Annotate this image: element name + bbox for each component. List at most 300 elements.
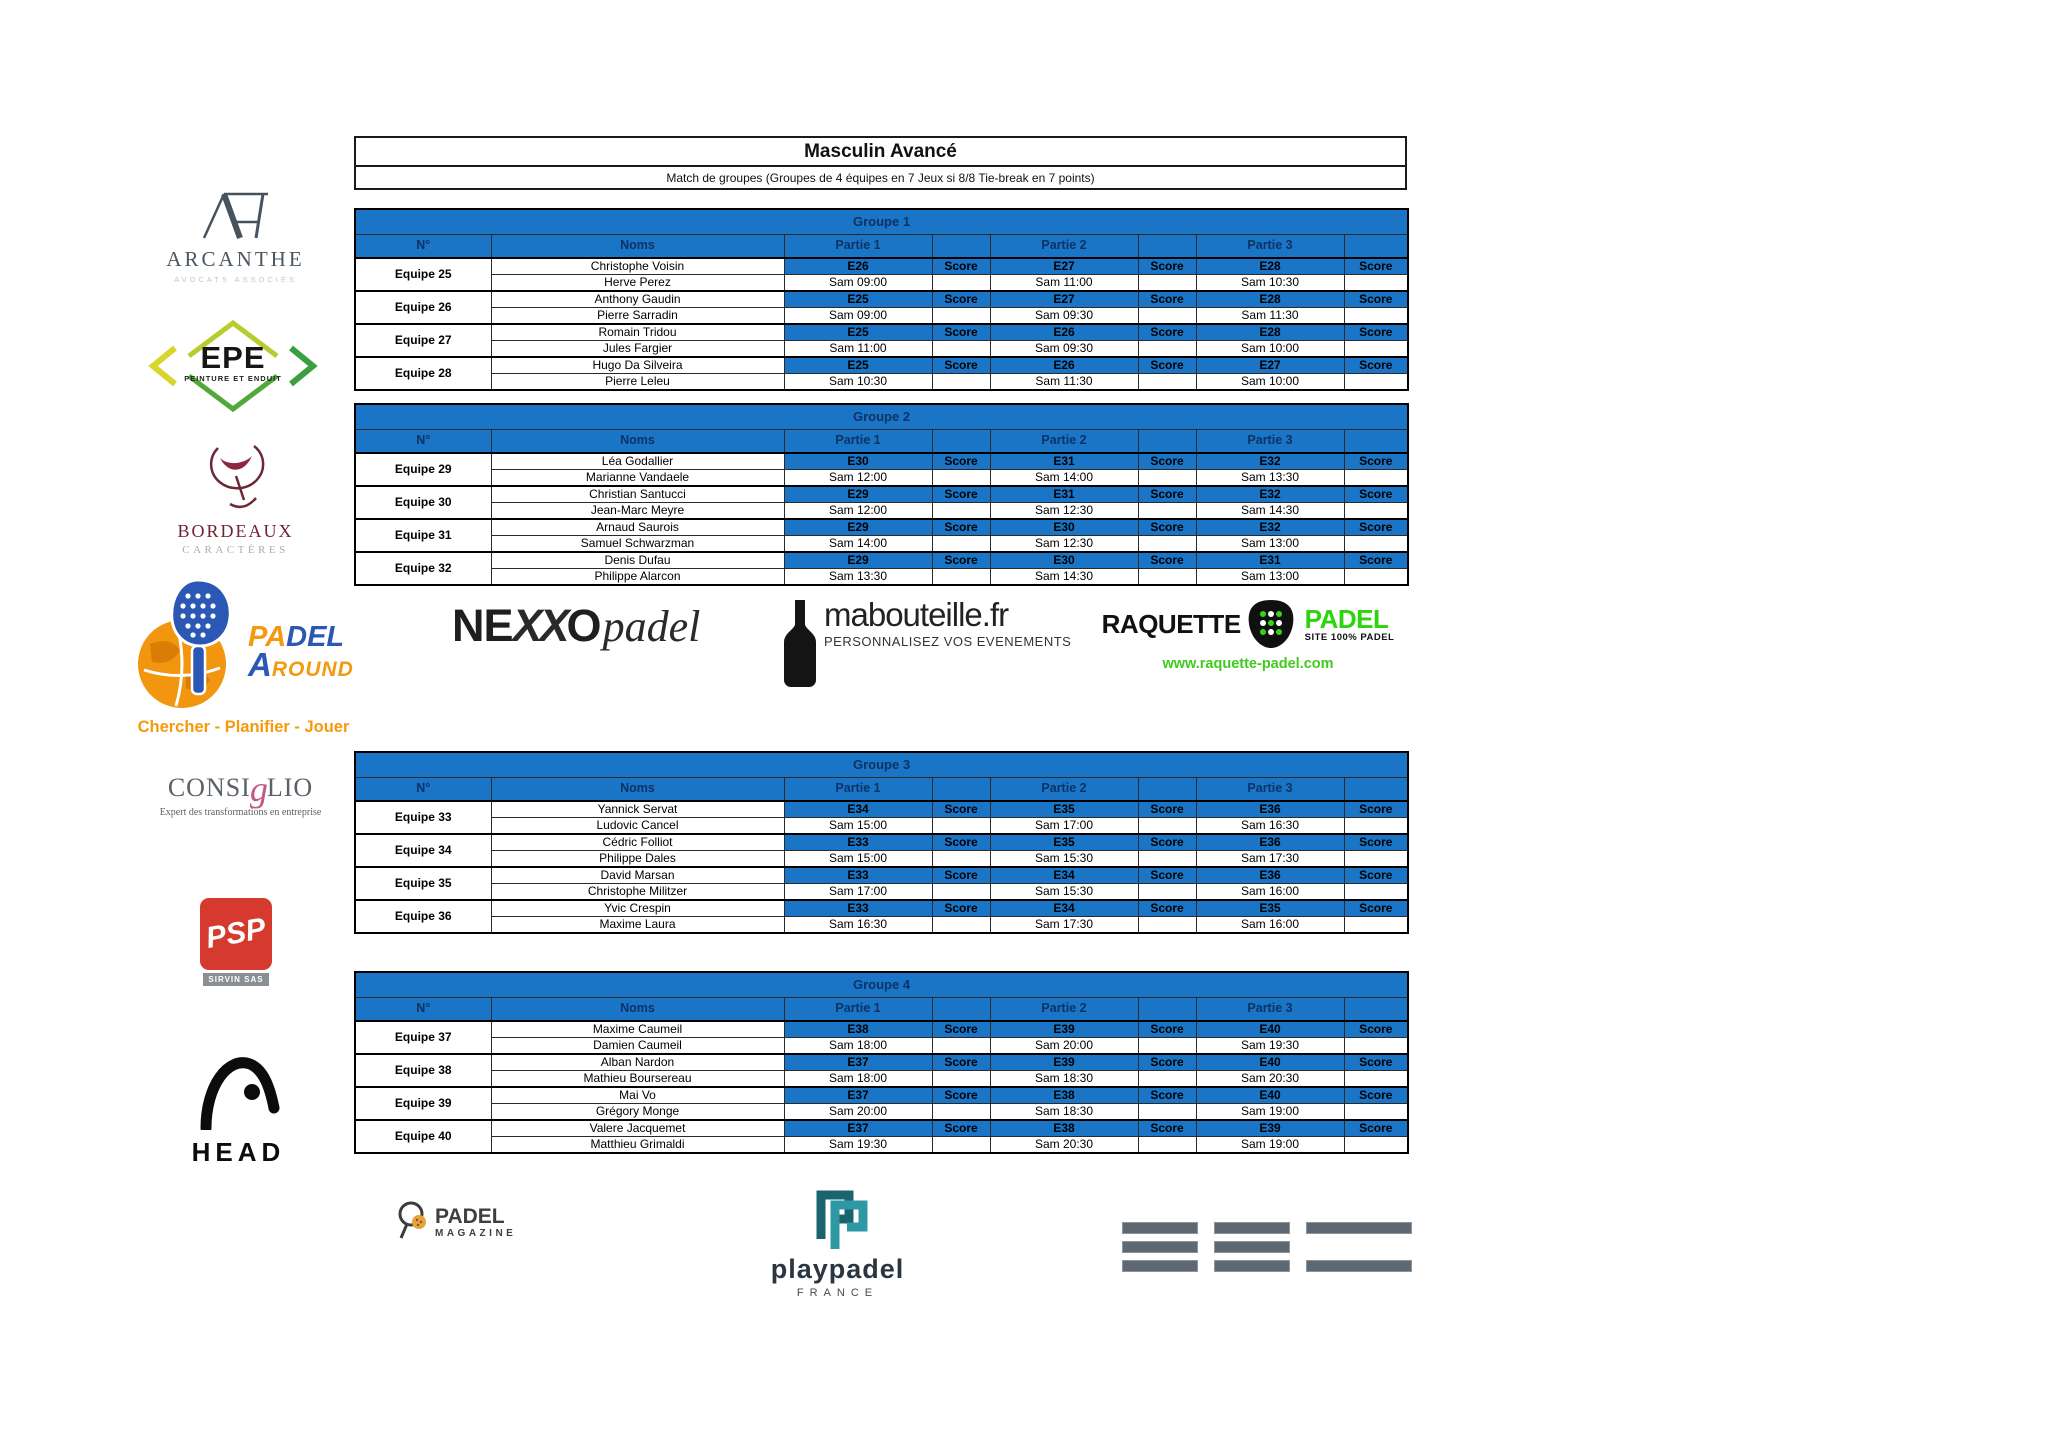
- score-cell: [1344, 341, 1408, 358]
- epe-tagline: PEINTURE ET ENDUIT: [184, 374, 282, 383]
- match-time: Sam 12:30: [990, 536, 1138, 553]
- match-time: Sam 11:00: [784, 341, 932, 358]
- match-time: Sam 20:30: [1196, 1071, 1344, 1088]
- score-label: Score: [932, 1087, 990, 1104]
- team-label: Equipe 30: [355, 486, 491, 519]
- nexxo-name-xx: XX: [512, 600, 567, 651]
- score-cell: [1138, 1038, 1196, 1055]
- team-label: Equipe 39: [355, 1087, 491, 1120]
- score-label: Score: [1344, 324, 1408, 341]
- score-cell: [932, 851, 990, 868]
- match-code: E39: [1196, 1120, 1344, 1137]
- match-code: E29: [784, 552, 932, 569]
- group-title: Groupe 2: [355, 404, 1408, 430]
- player2-name: Pierre Leleu: [491, 374, 784, 391]
- score-label: Score: [1138, 1021, 1196, 1038]
- col-header-blank: [932, 430, 990, 454]
- match-code: E30: [990, 552, 1138, 569]
- score-cell: [932, 503, 990, 520]
- match-code: E27: [990, 291, 1138, 308]
- score-label: Score: [1344, 453, 1408, 470]
- match-code: E38: [990, 1087, 1138, 1104]
- match-code: E30: [990, 519, 1138, 536]
- score-cell: [1344, 1038, 1408, 1055]
- sponsor-logo-consiglio: [148, 763, 333, 818]
- col-header-noms: Noms: [491, 998, 784, 1022]
- score-cell: [1344, 308, 1408, 325]
- col-header-partie1: Partie 1: [784, 430, 932, 454]
- match-code: E25: [784, 357, 932, 374]
- player1-name: Léa Godallier: [491, 453, 784, 470]
- match-code: E33: [784, 900, 932, 917]
- groupe-3-table: [354, 751, 1409, 934]
- match-time: Sam 18:00: [784, 1038, 932, 1055]
- groupe-2-table: [354, 403, 1409, 586]
- match-code: E35: [990, 834, 1138, 851]
- col-header-blank: [1138, 778, 1196, 802]
- score-label: Score: [932, 291, 990, 308]
- score-label: Score: [1344, 519, 1408, 536]
- col-header-num: N°: [355, 235, 491, 259]
- team-label: Equipe 31: [355, 519, 491, 552]
- wine-bottle-icon: [782, 598, 818, 688]
- col-header-partie1: Partie 1: [784, 235, 932, 259]
- score-cell: [1344, 470, 1408, 487]
- score-cell: [1138, 569, 1196, 586]
- score-label: Score: [932, 867, 990, 884]
- score-cell: [932, 569, 990, 586]
- match-code: E32: [1196, 453, 1344, 470]
- match-time: Sam 12:30: [990, 503, 1138, 520]
- match-code: E34: [784, 801, 932, 818]
- nexxo-name-o: O: [566, 600, 601, 651]
- arcanthe-tagline: AVOCATS ASSOCIÉS: [174, 275, 297, 284]
- score-cell: [932, 1071, 990, 1088]
- player2-name: Samuel Schwarzman: [491, 536, 784, 553]
- bar-icon: [1122, 1222, 1198, 1234]
- col-header-partie3: Partie 3: [1196, 235, 1344, 259]
- match-time: Sam 19:00: [1196, 1137, 1344, 1154]
- col-header-partie3: Partie 3: [1196, 778, 1344, 802]
- score-label: Score: [932, 1054, 990, 1071]
- player2-name: Matthieu Grimaldi: [491, 1137, 784, 1154]
- player1-name: Denis Dufau: [491, 552, 784, 569]
- score-cell: [1138, 818, 1196, 835]
- player2-name: Grégory Monge: [491, 1104, 784, 1121]
- arcanthe-monogram-icon: [200, 190, 272, 240]
- match-time: Sam 17:00: [990, 818, 1138, 835]
- sponsor-logo-bordeaux-caracteres: [158, 438, 313, 556]
- player1-name: Alban Nardon: [491, 1054, 784, 1071]
- bar-icon: [1122, 1241, 1198, 1253]
- groupe-4-table: [354, 971, 1409, 1154]
- score-label: Score: [1138, 1120, 1196, 1137]
- match-time: Sam 19:30: [784, 1137, 932, 1154]
- score-label: Score: [932, 1021, 990, 1038]
- col-header-blank: [1344, 430, 1408, 454]
- group-table: [354, 403, 1409, 586]
- player1-name: Maxime Caumeil: [491, 1021, 784, 1038]
- score-cell: [1138, 917, 1196, 934]
- sponsor-logo-epe: [143, 316, 323, 416]
- score-label: Score: [1344, 1021, 1408, 1038]
- match-time: Sam 10:00: [1196, 374, 1344, 391]
- team-label: Equipe 36: [355, 900, 491, 933]
- match-time: Sam 19:30: [1196, 1038, 1344, 1055]
- score-cell: [1344, 1137, 1408, 1154]
- padel-magazine-tagline: MAGAZINE: [435, 1227, 517, 1239]
- col-header-blank: [1344, 235, 1408, 259]
- player1-name: Mai Vo: [491, 1087, 784, 1104]
- col-header-blank: [932, 235, 990, 259]
- score-cell: [1344, 851, 1408, 868]
- team-label: Equipe 32: [355, 552, 491, 585]
- score-cell: [1138, 1137, 1196, 1154]
- player2-name: Damien Caumeil: [491, 1038, 784, 1055]
- player1-name: Yvic Crespin: [491, 900, 784, 917]
- score-label: Score: [1138, 552, 1196, 569]
- match-code: E36: [1196, 867, 1344, 884]
- player2-name: Mathieu Boursereau: [491, 1071, 784, 1088]
- padel-magazine-name: PADEL: [435, 1204, 505, 1228]
- match-code: E29: [784, 519, 932, 536]
- score-label: Score: [1138, 486, 1196, 503]
- score-label: Score: [1344, 1120, 1408, 1137]
- col-header-blank: [1138, 998, 1196, 1022]
- score-cell: [932, 884, 990, 901]
- score-cell: [932, 275, 990, 292]
- match-time: Sam 16:00: [1196, 917, 1344, 934]
- match-code: E35: [990, 801, 1138, 818]
- player2-name: Christophe Militzer: [491, 884, 784, 901]
- score-label: Score: [1138, 1054, 1196, 1071]
- score-label: Score: [1344, 900, 1408, 917]
- padel-around-tagline: Chercher - Planifier - Jouer: [137, 718, 350, 736]
- consiglio-tagline: Expert des transformations en entreprise: [159, 807, 322, 818]
- match-code: E38: [784, 1021, 932, 1038]
- match-code: E32: [1196, 519, 1344, 536]
- match-time: Sam 11:30: [1196, 308, 1344, 325]
- player2-name: Pierre Sarradin: [491, 308, 784, 325]
- bar-icon: [1306, 1260, 1412, 1272]
- bar-icon: [1214, 1260, 1290, 1272]
- score-label: Score: [932, 900, 990, 917]
- match-time: Sam 16:30: [1196, 818, 1344, 835]
- playpadel-name: playpadel: [770, 1254, 905, 1284]
- match-time: Sam 09:30: [990, 308, 1138, 325]
- team-label: Equipe 34: [355, 834, 491, 867]
- col-header-partie2: Partie 2: [990, 998, 1138, 1022]
- match-time: Sam 19:00: [1196, 1104, 1344, 1121]
- score-label: Score: [932, 1120, 990, 1137]
- padel-around-name-round: ROUND: [271, 658, 354, 682]
- sponsor-logo-raquette-padel: [1098, 598, 1398, 672]
- match-code: E36: [1196, 801, 1344, 818]
- player1-name: Valere Jacquemet: [491, 1120, 784, 1137]
- bordeaux-name: BORDEAUX: [177, 521, 294, 541]
- match-code: E35: [1196, 900, 1344, 917]
- score-cell: [1344, 275, 1408, 292]
- player1-name: Christophe Voisin: [491, 258, 784, 275]
- playpadel-tagline: FRANCE: [796, 1287, 879, 1299]
- nexxo-name-ne: NE: [452, 600, 513, 651]
- epe-name: EPE: [200, 340, 266, 375]
- score-label: Score: [1344, 486, 1408, 503]
- score-label: Score: [932, 834, 990, 851]
- match-time: Sam 10:30: [1196, 275, 1344, 292]
- match-code: E38: [990, 1120, 1138, 1137]
- score-cell: [932, 374, 990, 391]
- score-cell: [1344, 1104, 1408, 1121]
- match-code: E25: [784, 291, 932, 308]
- col-header-partie2: Partie 2: [990, 430, 1138, 454]
- page-title: Masculin Avancé: [354, 136, 1407, 167]
- score-cell: [1138, 470, 1196, 487]
- match-time: Sam 12:00: [784, 470, 932, 487]
- match-code: E33: [784, 867, 932, 884]
- match-code: E28: [1196, 258, 1344, 275]
- match-time: Sam 18:30: [990, 1104, 1138, 1121]
- player1-name: Christian Santucci: [491, 486, 784, 503]
- raquette-name: RAQUETTE: [1101, 608, 1241, 639]
- score-cell: [1138, 884, 1196, 901]
- group-table: [354, 971, 1409, 1154]
- score-label: Score: [932, 519, 990, 536]
- head-name: HEAD: [191, 1137, 286, 1167]
- score-cell: [1138, 275, 1196, 292]
- score-label: Score: [932, 453, 990, 470]
- match-code: E36: [1196, 834, 1344, 851]
- match-time: Sam 15:30: [990, 851, 1138, 868]
- mabouteille-tagline: PERSONNALISEZ VOS EVENEMENTS: [824, 634, 1072, 649]
- group-table: [354, 751, 1409, 934]
- sponsor-logo-padel-around: [136, 578, 356, 737]
- team-label: Equipe 33: [355, 801, 491, 834]
- col-header-noms: Noms: [491, 235, 784, 259]
- match-time: Sam 11:30: [990, 374, 1138, 391]
- col-header-blank: [932, 998, 990, 1022]
- player1-name: Cédric Folliot: [491, 834, 784, 851]
- sponsor-logo-padel-magazine: [395, 1200, 555, 1244]
- score-label: Score: [1344, 357, 1408, 374]
- score-cell: [1344, 503, 1408, 520]
- sponsor-logo-playpadel: [750, 1183, 925, 1299]
- head-arc-icon: [194, 1048, 284, 1130]
- score-cell: [1344, 917, 1408, 934]
- team-label: Equipe 25: [355, 258, 491, 291]
- col-header-num: N°: [355, 998, 491, 1022]
- score-cell: [1138, 1071, 1196, 1088]
- match-code: E37: [784, 1054, 932, 1071]
- match-time: Sam 20:30: [990, 1137, 1138, 1154]
- match-code: E28: [1196, 291, 1344, 308]
- match-code: E28: [1196, 324, 1344, 341]
- bar-icon: [1122, 1260, 1198, 1272]
- match-time: Sam 20:00: [990, 1038, 1138, 1055]
- bar-icon: [1214, 1222, 1290, 1234]
- score-label: Score: [1138, 453, 1196, 470]
- col-header-noms: Noms: [491, 430, 784, 454]
- sponsor-logo-psp: [196, 898, 276, 986]
- score-cell: [1138, 851, 1196, 868]
- team-label: Equipe 40: [355, 1120, 491, 1153]
- team-label: Equipe 35: [355, 867, 491, 900]
- match-code: E40: [1196, 1021, 1344, 1038]
- score-label: Score: [1344, 834, 1408, 851]
- psp-name: PSP: [203, 912, 269, 955]
- col-header-partie2: Partie 2: [990, 235, 1138, 259]
- match-code: E40: [1196, 1054, 1344, 1071]
- match-code: E32: [1196, 486, 1344, 503]
- team-label: Equipe 38: [355, 1054, 491, 1087]
- score-cell: [932, 470, 990, 487]
- match-time: Sam 17:30: [990, 917, 1138, 934]
- score-label: Score: [1344, 1087, 1408, 1104]
- player1-name: Yannick Servat: [491, 801, 784, 818]
- match-time: Sam 14:30: [1196, 503, 1344, 520]
- team-label: Equipe 28: [355, 357, 491, 390]
- score-label: Score: [1138, 834, 1196, 851]
- nexxo-name-padel: padel: [602, 602, 701, 651]
- score-cell: [932, 1137, 990, 1154]
- score-cell: [932, 1104, 990, 1121]
- score-label: Score: [932, 258, 990, 275]
- player2-name: Maxime Laura: [491, 917, 784, 934]
- score-cell: [1344, 374, 1408, 391]
- wine-glass-icon: [194, 438, 278, 514]
- score-label: Score: [1344, 867, 1408, 884]
- match-time: Sam 15:30: [990, 884, 1138, 901]
- col-header-blank: [1138, 235, 1196, 259]
- match-time: Sam 16:30: [784, 917, 932, 934]
- match-time: Sam 13:00: [1196, 569, 1344, 586]
- col-header-partie1: Partie 1: [784, 998, 932, 1022]
- match-code: E31: [990, 453, 1138, 470]
- match-code: E37: [784, 1087, 932, 1104]
- bar-icon: [1306, 1222, 1412, 1234]
- score-label: Score: [1138, 900, 1196, 917]
- psp-tagline: SIRVIN SAS: [203, 973, 269, 986]
- padel-around-name-pa: PA: [248, 621, 287, 654]
- player1-name: Hugo Da Silveira: [491, 357, 784, 374]
- score-label: Score: [1138, 801, 1196, 818]
- bar-icon: [1214, 1241, 1290, 1253]
- consiglio-name-part2: LIO: [266, 773, 314, 802]
- bordeaux-tagline: CARACTÈRES: [182, 544, 289, 556]
- group-title: Groupe 4: [355, 972, 1408, 998]
- score-label: Score: [932, 486, 990, 503]
- match-time: Sam 11:00: [990, 275, 1138, 292]
- padel-around-name-a: A: [248, 646, 272, 684]
- match-code: E29: [784, 486, 932, 503]
- player2-name: Philippe Dales: [491, 851, 784, 868]
- score-label: Score: [1138, 867, 1196, 884]
- match-time: Sam 17:30: [1196, 851, 1344, 868]
- col-header-blank: [1344, 778, 1408, 802]
- score-cell: [1344, 884, 1408, 901]
- team-label: Equipe 29: [355, 453, 491, 486]
- raquette-shield-icon: [1245, 598, 1297, 650]
- match-code: E30: [784, 453, 932, 470]
- match-code: E34: [990, 867, 1138, 884]
- consiglio-name-part1: CONSI: [167, 773, 251, 802]
- col-header-num: N°: [355, 778, 491, 802]
- player2-name: Herve Perez: [491, 275, 784, 292]
- match-code: E27: [990, 258, 1138, 275]
- score-cell: [1138, 341, 1196, 358]
- score-label: Score: [1344, 552, 1408, 569]
- col-header-partie2: Partie 2: [990, 778, 1138, 802]
- psp-red-square-icon: [200, 898, 272, 970]
- match-time: Sam 20:00: [784, 1104, 932, 1121]
- match-code: E34: [990, 900, 1138, 917]
- match-code: E37: [784, 1120, 932, 1137]
- sponsor-logo-mabouteille: [782, 598, 1072, 688]
- sponsor-logo-head: [176, 1048, 301, 1168]
- match-code: E40: [1196, 1087, 1344, 1104]
- group-title: Groupe 3: [355, 752, 1408, 778]
- score-cell: [932, 341, 990, 358]
- playpadel-p-icon: [805, 1183, 871, 1249]
- match-time: Sam 15:00: [784, 851, 932, 868]
- score-label: Score: [1138, 357, 1196, 374]
- title-box: [354, 136, 1407, 190]
- match-time: Sam 15:00: [784, 818, 932, 835]
- score-label: Score: [1344, 291, 1408, 308]
- player1-name: David Marsan: [491, 867, 784, 884]
- match-time: Sam 18:30: [990, 1071, 1138, 1088]
- player2-name: Jules Fargier: [491, 341, 784, 358]
- match-time: Sam 12:00: [784, 503, 932, 520]
- sponsor-logo-nexxo-padel: [452, 600, 752, 652]
- player1-name: Arnaud Saurois: [491, 519, 784, 536]
- match-code: E39: [990, 1021, 1138, 1038]
- match-code: E25: [784, 324, 932, 341]
- score-cell: [1344, 1071, 1408, 1088]
- score-cell: [932, 1038, 990, 1055]
- page-subtitle: Match de groupes (Groupes de 4 équipes en 7 Jeux si 8/8 Tie-break en 7 points): [354, 167, 1407, 190]
- col-header-partie3: Partie 3: [1196, 998, 1344, 1022]
- group-table: [354, 208, 1409, 391]
- match-code: E26: [784, 258, 932, 275]
- team-label: Equipe 37: [355, 1021, 491, 1054]
- raquette-tagline: SITE 100% PADEL: [1304, 631, 1395, 643]
- player2-name: Philippe Alarcon: [491, 569, 784, 586]
- match-code: E26: [990, 324, 1138, 341]
- match-code: E33: [784, 834, 932, 851]
- padel-around-globe-racket-icon: [136, 578, 254, 710]
- col-header-blank: [1344, 998, 1408, 1022]
- score-label: Score: [1138, 1087, 1196, 1104]
- col-header-blank: [932, 778, 990, 802]
- match-time: Sam 13:00: [1196, 536, 1344, 553]
- player1-name: Romain Tridou: [491, 324, 784, 341]
- sponsor-logo-arcanthe: [148, 190, 323, 284]
- score-label: Score: [1344, 258, 1408, 275]
- match-time: Sam 13:30: [784, 569, 932, 586]
- score-label: Score: [1138, 324, 1196, 341]
- match-time: Sam 09:00: [784, 275, 932, 292]
- score-cell: [1344, 818, 1408, 835]
- match-time: Sam 18:00: [784, 1071, 932, 1088]
- match-time: Sam 14:00: [990, 470, 1138, 487]
- score-cell: [1138, 374, 1196, 391]
- score-label: Score: [1138, 258, 1196, 275]
- team-label: Equipe 26: [355, 291, 491, 324]
- score-cell: [932, 917, 990, 934]
- score-cell: [1138, 308, 1196, 325]
- col-header-blank: [1138, 430, 1196, 454]
